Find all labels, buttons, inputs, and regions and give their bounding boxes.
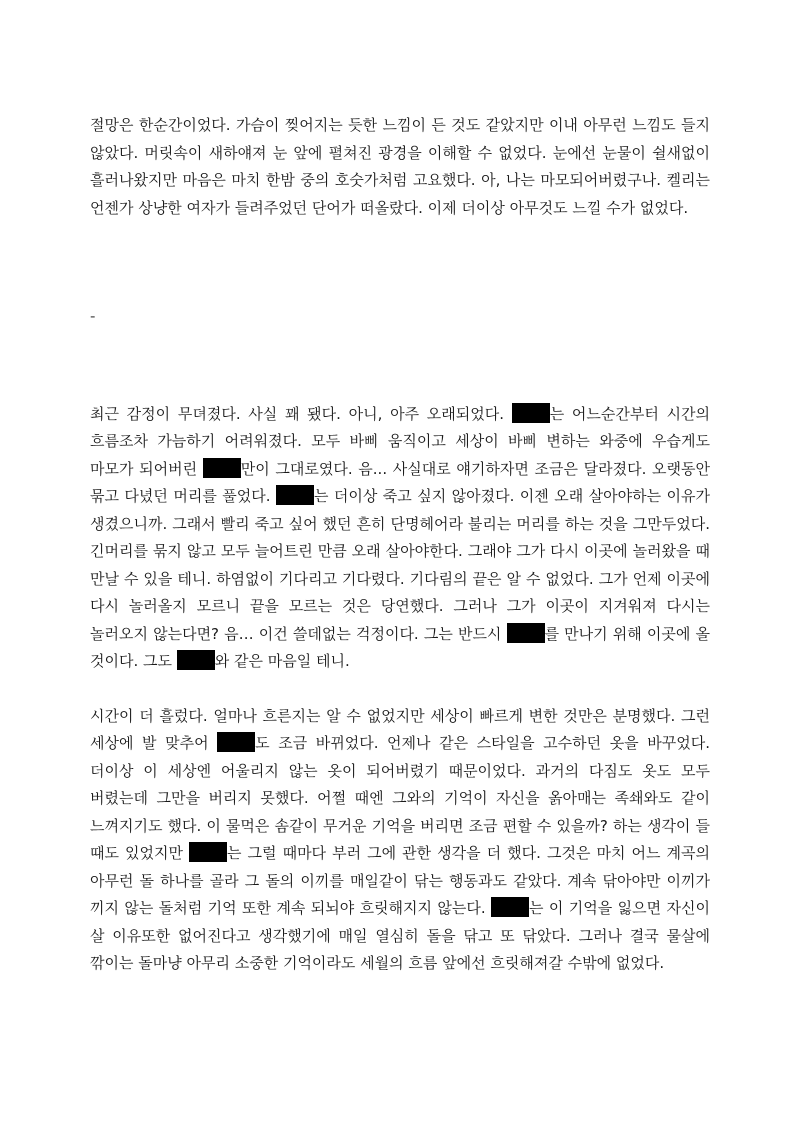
text-run: 를 만나기 위해 이곳에 올 것이다. 그도 [90,624,710,670]
redaction-box [203,458,241,478]
text-run: 절망은 한순간이었다. 가슴이 찢어지는 듯한 느낌이 든 것도 같았지만 이내 아무런 느낌도 들지 않았다. 머릿속이 새하얘져 눈 앞에 펼쳐진 광경을 이해할 수 없었다. 눈에선 눈물이 쉴새없이 흘러나왔지만 마음은 마치 한밤 중의 호숫가처럼 고요했다. 아, 나는 마모되어버렸구나. 켈리는 언젠가 상냥한 여자가 들려주었던 단어가 떠올랐다. 이제 더이상 아무것도 느낄 수가 없었다. [90,116,710,217]
redaction-box [217,732,255,752]
text-run: 시간이 더 흘렀다. 얼마나 흐른지는 알 수 없었지만 세상이 빠르게 변한 것만은 분명했다. 그런 세상에 발 맞추어 [90,706,710,752]
redaction-box [189,842,227,862]
paragraph-3 [90,703,710,978]
text-run: 도 조금 바뀌었다. 언제나 같은 스타일을 고수하던 옷을 바꾸었다. 더이상 이 세상엔 어울리지 않는 옷이 되어버렸기 때문이었다. 과거의 다짐도 옷도 모두 버렸는데 그만을 버리지 못했다. 어쩔 때엔 그와의 기억이 자신을 옭아매는 족쇄와도 같이 느껴지기도 했다. 이 물먹은 솜같이 무거운 기억을 버리면 조금 편할 수 있을까? 하는 생각이 들 때도 있었지만 [90,734,710,862]
paragraph-1 [90,112,710,222]
text-run: - [90,307,96,325]
text-run: 최근 감정이 무뎌졌다. 사실 꽤 됐다. 아니, 아주 오래되었다. [90,404,512,423]
text-run: 는 그럴 때마다 부러 그에 관한 생각을 더 했다. 그것은 마치 어느 계곡의 아무런 돌 하나를 골라 그 돌의 이끼를 매일같이 닦는 행동과도 같았다. 계속 닦아야만 이끼가 끼지 않는 돌처럼 기억 또한 계속 되뇌야 흐릿해지지 않는다. [90,844,710,917]
text-run: 는 어느순간부터 시간의 흐름조차 가늠하기 어려워졌다. 모두 바삐 움직이고 세상이 바삐 변하는 와중에 우습게도 마모가 되어버린 [90,404,710,478]
redaction-box [507,623,545,643]
redaction-box [491,897,529,917]
text-run: 만이 그대로였다. 음... 사실대로 얘기하자면 조금은 달라졌다. 오랫동안 묶고 다녔던 머리를 풀었다. [90,459,710,505]
paragraph-2 [90,401,710,676]
text-run: 와 같은 마음일 테니. [214,652,350,670]
scene-break [90,303,710,331]
redaction-box [512,403,550,423]
text-run: 는 이 기억을 잃으면 자신이 살 이유또한 없어진다고 생각했기에 매일 열심히 돌을 닦고 또 닦았다. 그러나 결국 물살에 깎이는 돌마냥 아무리 소중한 기억이라도 세월의 흐름 앞에선 흐릿해져갈 수밖에 없었다. [90,899,710,972]
redaction-box [276,485,314,505]
text-run: 는 더이상 죽고 싶지 않아졌다. 이젠 오래 살아야하는 이유가 생겼으니까. 그래서 빨리 죽고 싶어 했던 흔히 단명헤어라 불리는 머리를 하는 것을 그만두었다. 긴머리를 묶지 않고 모두 늘어트린 만큼 오래 살아야한다. 그래야 그가 다시 이곳에 놀러왔을 때 만날 수 있을 테니. 하염없이 기다리고 기다렸다. 기다림의 끝은 알 수 없었다. 그가 언제 이곳에 다시 놀러올지 모르니 끝을 모르는 것은 당연했다. 그러나 그가 이곳이 지겨워져 다시는 놀러오지 않는다면? 음… 이건 쓸데없는 걱정이다. 그는 반드시 [90,487,710,643]
redaction-box [177,650,215,670]
